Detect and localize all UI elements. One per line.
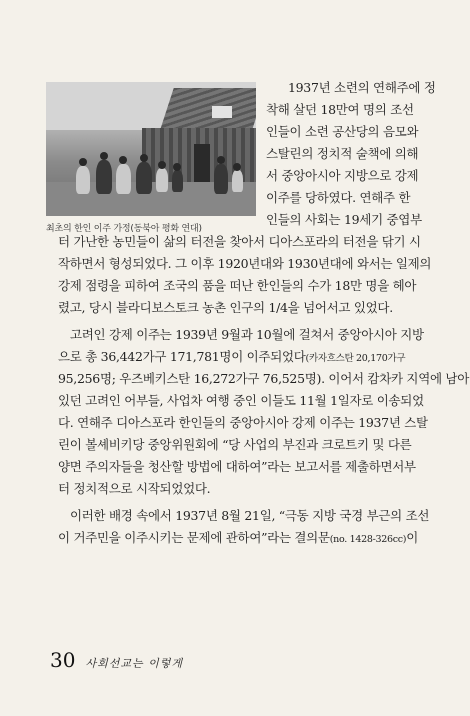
photo-caption: 최초의 한인 이주 가정(동북아 평화 연대)	[46, 224, 202, 234]
body-line: 린이 볼셰비키당 중앙위원회에 “당 사업의 부진과 크로트키 및 다른	[58, 437, 412, 452]
body-line-text: 이 거주민을 이주시키는 문제에 관하여”라는 결의문	[58, 530, 330, 545]
historical-photo-figure	[46, 82, 256, 234]
body-line: 터 가난한 농민들이 삶의 터전을 찾아서 디아스포라의 터전을 닦기 시	[58, 234, 421, 249]
running-title: 사회선교는 이렇게	[85, 657, 183, 670]
body-line: 1937년 소련의 연해주에 정	[288, 80, 436, 95]
body-line: 다. 연해주 디아스포라 한인들의 중앙아시아 강제 이주는 1937년 스탈	[58, 415, 428, 430]
historical-photo	[46, 82, 256, 216]
body-line: 이러한 배경 속에서 1937년 8월 21일, “극동 지방 국경 부근의 조선	[70, 508, 430, 523]
body-line-tail: 이	[406, 530, 418, 545]
body-line: 터 정치적으로 시작되었었다.	[58, 481, 211, 496]
body-line: 서 중앙아시아 지방으로 강제	[266, 168, 419, 183]
body-line: 있던 고려인 어부들, 사업차 여행 중인 이들도 11월 1일자로 이송되었	[58, 393, 424, 408]
body-line-text: 으로 총 36,442가구 171,781명이 이주되었다	[58, 349, 306, 364]
page-footer	[50, 648, 183, 672]
body-line: 고려인 강제 이주는 1939년 9월과 10월에 걸쳐서 중앙아시아 지방	[70, 327, 424, 342]
resolution-number: (no. 1428-326cc)	[329, 534, 407, 545]
body-line: 인들이 소련 공산당의 음모와	[266, 124, 419, 139]
body-line: 95,256명; 우즈베키스탄 16,272가구 76,525명). 이어서 캄차카 지역에 남아	[58, 371, 469, 386]
body-line: 렸고, 당시 블라디보스토크 농촌 인구의 1/4을 넘어서고 있었다.	[58, 300, 393, 315]
body-line	[58, 348, 405, 367]
body-line: 강제 점령을 피하여 조국의 품을 떠난 한인들의 수가 18만 명을 헤아	[58, 278, 417, 293]
body-line: 이주를 당하였다. 연해주 한	[266, 190, 411, 205]
body-line: 인들의 사회는 19세기 중엽부	[266, 212, 422, 227]
kazakhstan-note: (카자흐스탄 20,170가구	[305, 353, 406, 364]
body-line: 양면 주의자들을 청산할 방법에 대하여”라는 보고서를 제출하면서부	[58, 459, 416, 474]
body-line: 착해 살던 18만여 명의 조선	[266, 102, 414, 117]
page-number: 30	[50, 648, 76, 672]
body-line: 작하면서 형성되었다. 그 이후 1920년대와 1930년대에 와서는 일제의	[58, 256, 432, 271]
body-line: 스탈린의 정치적 술책에 의해	[266, 146, 419, 161]
body-line	[58, 529, 418, 548]
